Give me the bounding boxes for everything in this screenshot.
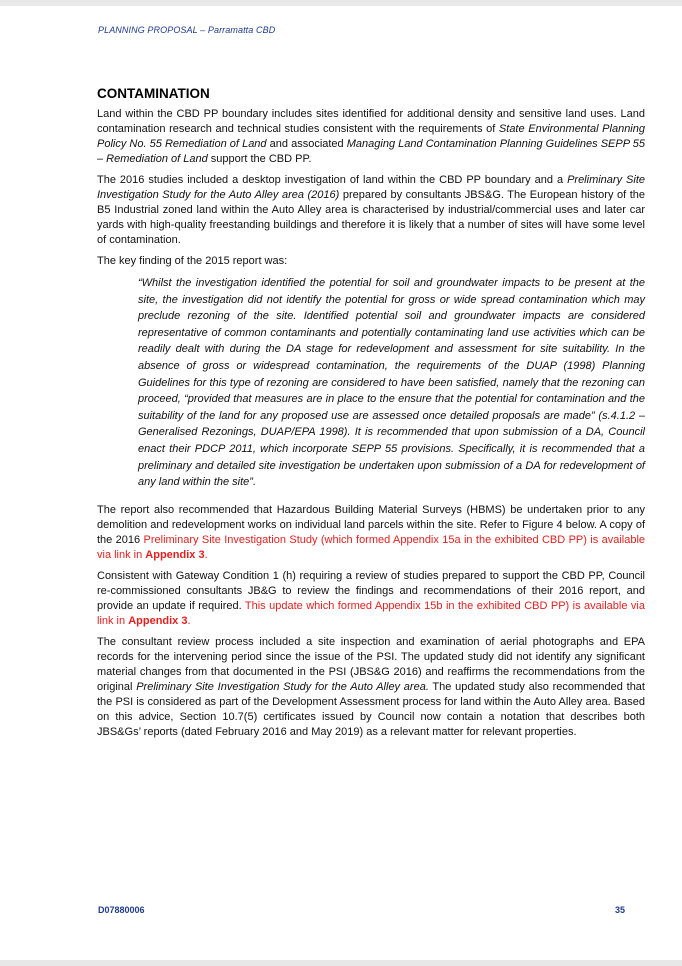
page-number: 35 bbox=[615, 905, 626, 915]
report-quote: “Whilst the investigation identified the potential for soil and groundwater impacts to be present at the site, the investigation did not identify the potential for gross or wide spread contamination which may preclude rezoning of the site. Identified potential soil and groundwater impacts are considered representative of common contaminants and potentially contaminating land use activities which can be readily dealt with during the DA stage for redevelopment and assessment for site suitability. In the absence of gross or widespread contamination, the requirements of the DUAP (1998) Planning Guidelines for this type of rezoning are considered to have been satisfied, namely that the rezoning can proceed, “provided that measures are in place to the ensure that the potential for contamination and the suitability of the land for any proposed use are assessed once detailed proposals are made” (s.4.1.2 – Generalised Rezonings, DUAP/EPA 1998). It is recommended that upon submission of a DA, Council enact their PDCP 2011, which incorporate SEPP 55 provisions. Specifically, it is recommended that a preliminary and detailed site investigation be undertaken upon submission of a DA for redevelopment of any land within the site”. bbox=[138, 277, 645, 489]
psi-study-link-text[interactable]: Preliminary Site Investigation Study (which formed Appendix 15a in the exhibited CBD PP) is available via link in bbox=[97, 533, 646, 561]
paragraph-intro: Land within the CBD PP boundary includes sites identified for additional density and sensitive land uses. Land contamination research and technical studies consistent with the requirements of State Environmental Planning Policy No. 55 Remediation of Land and associated Managing Land Contamination Planning Guidelines SEPP 55 – Remediation of Land support the CBD PP. bbox=[97, 108, 645, 165]
paragraph-2016-studies: The 2016 studies included a desktop investigation of land within the CBD PP boundary and a Preliminary Site Investigation Study for the Auto Alley area (2016) prepared by consultants JBS&G. The European history of the B5 Industrial zoned land within the Auto Alley area is characterised by industrial/commercial uses and later car yards with high-quality freestanding buildings and therefore it is likely that a number of sites will have some level of contamination. bbox=[97, 174, 646, 246]
update-link-text[interactable]: This update which formed Appendix 15b in the exhibited CBD PP) is available via link in bbox=[97, 599, 645, 627]
section-content bbox=[97, 86, 645, 746]
appendix-3-link-2[interactable]: Appendix 3 bbox=[128, 614, 188, 627]
appendix-3-link[interactable]: Appendix 3 bbox=[145, 548, 205, 561]
paragraph-review-process: The consultant review process included a site inspection and examination of aerial photographs and EPA records for the intervening period since the issue of the PSI. The updated study did not identify any significant material changes from that documented in the PSI (JBS&G 2016) and reaffirms the recommendations from the original Preliminary Site Investigation Study for the Auto Alley area. The updated study also recommended that the PSI is considered as part of the Development Assessment process for land within the Auto Alley area. Based on this advice, Section 10.7(5) certificates issued by Council now contain a notation that describes both JBS&Gs’ reports (dated February 2016 and May 2019) as a relevant matter for relevant properties. bbox=[97, 635, 645, 738]
section-heading: CONTAMINATION bbox=[97, 86, 210, 101]
top-edge bbox=[0, 0, 682, 6]
running-header: PLANNING PROPOSAL – Parramatta CBD bbox=[98, 25, 276, 35]
paragraph-hbms: The report also recommended that Hazardous Building Material Surveys (HBMS) be undertaken prior to any demolition and redevelopment works on individual land parcels within the site. Refer to Figure 4 below. A copy of the 2016 Preliminary Site Investigation Study (which formed Appendix 15a in the exhibited CBD PP) is available via link in Appendix 3. bbox=[97, 503, 646, 561]
bottom-edge bbox=[0, 960, 682, 966]
paragraph-key-finding: The key finding of the 2015 report was: bbox=[97, 255, 288, 267]
document-id: D07880006 bbox=[98, 905, 145, 915]
paragraph-gateway: Consistent with Gateway Condition 1 (h) requiring a review of studies prepared to support the CBD PP, Council re-commissioned consultants JB&G to review the findings and recommendations of their 2016 report, and provide an update if required. This update which formed Appendix 15b in the exhibited CBD PP) is available via link in Appendix 3. bbox=[97, 569, 645, 627]
